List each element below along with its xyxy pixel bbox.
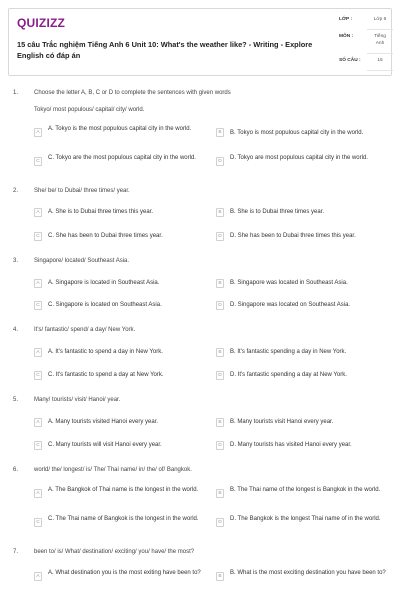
option-text: D. The Bangkok is the longest Thai name of in the world. [230,516,381,522]
option-letter-box: B [216,279,224,288]
option-text: D. Singapore was located on Southeast Asia. [230,302,351,308]
option-text: C. It's fantastic to spend a day at New York. [48,372,164,378]
option-letter-box: C [34,157,42,166]
meta-grade-label: LỚP : [339,17,353,22]
option-text: D. She has been to Dubai three times this year. [230,233,356,239]
worksheet-title: 15 câu Trắc nghiệm Tiếng Anh 6 Unit 10: What's the weather like? - Writing - Explore English có đáp án [17,40,313,60]
meta-count-value: 15 [377,58,383,63]
option-letter-box: D [216,371,224,380]
option-letter-box: A [34,418,42,427]
option-letter-box: D [216,518,224,527]
option-letter-box: D [216,301,224,310]
option-text: B. It's fantastic spending a day in New York. [230,349,347,355]
option-text: C. Many tourists will visit Hanoi every year. [48,442,162,448]
meta-divider [367,53,393,54]
question-number: 2. [13,188,19,194]
meta-count-label: SỐ CÂU : [339,58,361,63]
option-letter-box: A [34,208,42,217]
option-text: C. Singapore is located on Southeast Asia. [48,302,162,308]
option-text: A. The Bangkok of Thai name is the longest in the world. [48,487,199,493]
option-text: B. The Thai name of the longest is Bangkok in the world. [230,487,381,493]
option-text: B. She is to Dubai three times year. [230,209,325,215]
option-letter-box: C [34,518,42,527]
question-prompt: She/ be/ to Dubai/ three times/ year. [34,188,130,194]
question-prompt: world/ the/ longest/ is/ The/ Thai name/ in/ the/ of/ Bangkok. [34,467,192,473]
option-letter-box: B [216,572,224,581]
question-number: 3. [13,258,19,264]
option-text: A. What destination you is the most exiting have been to? [48,570,201,576]
option-text: C. She has been to Dubai three times year. [48,233,163,239]
option-letter-box: B [216,418,224,427]
option-letter-box: A [34,279,42,288]
question-number: 5. [13,397,19,403]
option-text: C. The Thai name of Bangkok is the longest in the world. [48,516,199,522]
option-text: D. Tokyo are most populous capital city in the world. [230,155,368,161]
option-letter-box: B [216,489,224,498]
option-letter-box: A [34,348,42,357]
option-text: A. Many tourists visited Hanoi every year. [48,419,159,425]
option-text: B. Singapore was located in Southeast Asia. [230,280,348,286]
question-prompt: Tokyo/ most populous/ capital/ city/ world. [34,107,145,113]
worksheet-meta [329,9,393,77]
option-text: A. Tokyo is the most populous capital city in the world. [48,126,192,132]
meta-divider [367,70,393,71]
option-letter-box: A [34,489,42,498]
option-letter-box: C [34,301,42,310]
question-number: 6. [13,467,19,473]
option-letter-box: C [34,441,42,450]
option-letter-box: D [216,232,224,241]
question-number: 1. [13,90,19,96]
option-letter-box: A [34,572,42,581]
option-letter-box: B [216,348,224,357]
question-number: 4. [13,327,19,333]
option-letter-box: D [216,157,224,166]
option-text: A. It's fantastic to spend a day in New York. [48,349,163,355]
option-letter-box: B [216,208,224,217]
option-text: D. Many tourists has visited Hanoi every year. [230,442,352,448]
option-text: B. Tokyo is most populous capital city in the world. [230,130,364,136]
meta-subject-value: Tiếng Anh [374,34,386,46]
option-text: B. Many tourists visit Hanoi every year. [230,419,334,425]
option-text: D. It's fantastic spending a day at New York. [230,372,347,378]
option-text: B. What is the most exciting destination you have been to? [230,570,386,576]
meta-divider [367,29,393,30]
question-prompt: Singapore/ located/ Southeast Asia. [34,258,130,264]
meta-subject-label: MÔN : [339,34,354,39]
option-letter-box: C [34,232,42,241]
option-text: A. She is to Dubai three times this year. [48,209,154,215]
quizizz-logo[interactable]: QUIZIZZ [17,16,66,30]
option-text: A. Singapore is located in Southeast Asia. [48,280,160,286]
meta-grade-value: Lớp 6 [373,17,387,22]
worksheet-header [8,8,392,76]
question-instruction: Choose the letter A, B, C or D to complete the sentences with given words [34,90,231,96]
option-letter-box: C [34,371,42,380]
option-letter-box: A [34,128,42,137]
question-number: 7. [13,549,19,555]
option-text: C. Tokyo are the most populous capital city in the world. [48,155,196,161]
question-prompt: Many/ tourists/ visit/ Hanoi/ year. [34,397,121,403]
option-letter-box: D [216,441,224,450]
question-prompt: been to/ is/ What/ destination/ exciting/ you/ have/ the most? [34,549,195,555]
question-prompt: It's/ fantastic/ spend/ a day/ New York. [34,327,136,333]
option-letter-box: B [216,128,224,137]
